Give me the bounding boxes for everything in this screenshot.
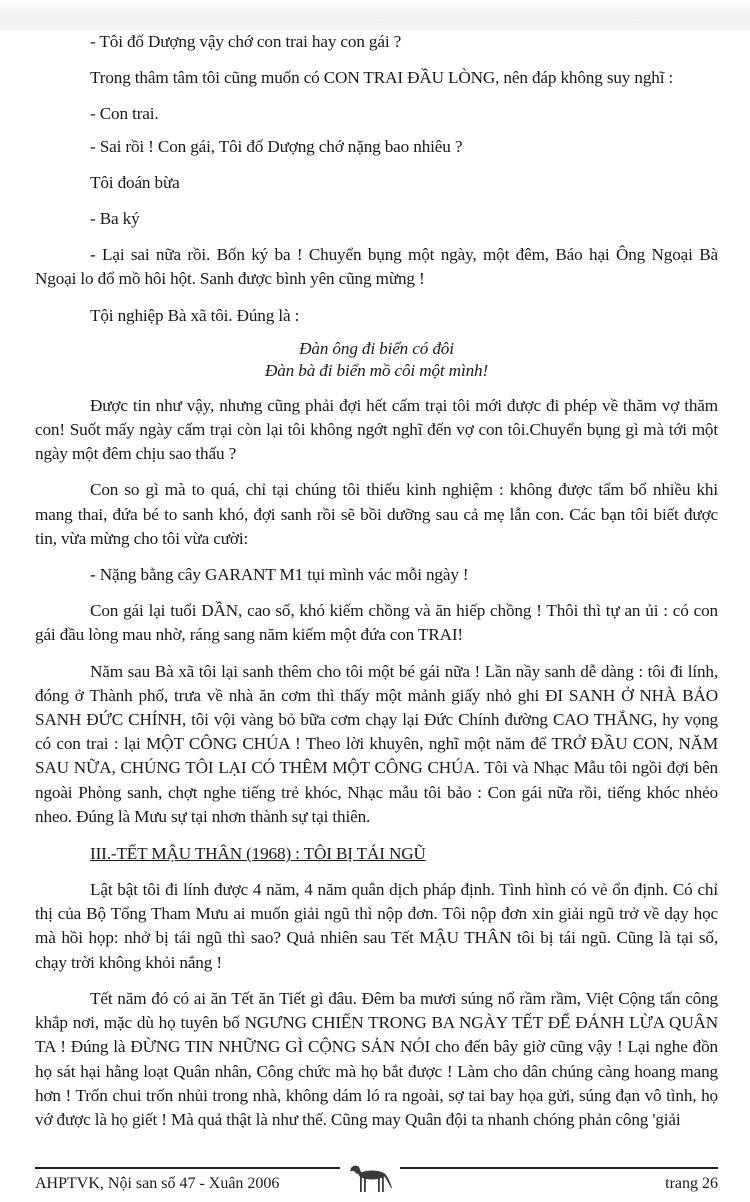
poem-line: Đàn ông đi biển có đôi	[299, 338, 454, 358]
paragraph: Tết năm đó có ai ăn Tết ăn Tiết gì đâu. Đêm ba mươi súng nổ rầm rầm, Việt Cộng tấn công khắp nơi, mặc dù họ tuyên bố NGƯNG CHIẾN TRONG BA NGÀY TẾT ĐỂ ĐÁNH LỪA QUÂN TA ! Đúng là ĐỪNG TIN NHỮNG GÌ CỘNG SẢN NÓI cho đến bây giờ cũng vậy ! Lại nghe đồn họ sát hại hằng loạt Quân nhân, Công chức mà họ bắt được ! Làm cho dân chúng càng hoang mang hơn ! Trốn chui trốn nhủi trong nhà, không dám ló ra ngoài, sợ tai bay họa gửi, súng đạn vô tình, họ vớ được là họ giết ! Mà quả thật là như thế. Cũng may Quân đội ta nhanh chóng phản công 'giải	[35, 988, 718, 1129]
paragraph: - Lại sai nữa rồi. Bốn ký ba ! Chuyển bụng một ngày, một đêm, Báo hại Ông Ngoại Bà Ngoại lo đổ mồ hôi hột. Sanh được bình yên cũng mừng !	[35, 245, 718, 289]
section-heading: III.-TẾT MẬU THÂN (1968) : TÔI BỊ TÁI NGŨ	[90, 844, 426, 864]
paragraph: - Sai rồi ! Con gái, Tôi đố Dượng chớ nặng bao nhiêu ?	[90, 136, 463, 156]
footer-publication: AHPTVK, Nội san số 47 - Xuân 2006	[35, 1175, 280, 1193]
paragraph: Tội nghiệp Bà xã tôi. Đúng là :	[90, 305, 300, 325]
paragraph: - Con trai.	[90, 104, 159, 124]
dog-icon	[345, 1162, 395, 1196]
paragraph: - Nặng bằng cây GARANT M1 tụi mình vác mỗi ngày !	[90, 565, 469, 585]
paragraph: Tôi đoán bừa	[90, 172, 180, 192]
poem	[35, 338, 718, 382]
paragraph: - Ba ký	[90, 209, 140, 229]
paragraph: Lật bật tôi đi lính được 4 năm, 4 năm quân dịch pháp định. Tình hình có vẻ ổn định. Có chỉ thị của Bộ Tổng Tham Mưu ai muốn giải ngũ thì nộp đơn. Tôi nộp đơn xin giải ngũ trở về dạy học mà hồi họp: nhở bị tái ngũ thì sao? Quả nhiên sau Tết MẬU THÂN tôi bị tái ngũ. Cũng là tại số, chạy trời không khỏi nắng !	[35, 880, 718, 972]
paragraph: Năm sau Bà xã tôi lại sanh thêm cho tôi một bé gái nữa ! Lần nầy sanh dễ dàng : tôi đi lính, đóng ở Thành phố, trưa về nhà ăn cơm thì thấy một mảnh giấy nhỏ ghi ĐI SANH Ở NHÀ BẢO SANH ĐỨC CHÍNH, tôi vội vàng bỏ bữa cơm chạy lại Đức Chính đường CAO THẮNG, hy vọng có con trai : lại MỘT CÔNG CHÚA ! Theo lời khuyên, nghĩ một năm để TRỞ ĐẦU CON, NĂM SAU NỮA, CHÚNG TÔI LẠI CÓ THÊM MỘT CÔNG CHÚA. Tôi và Nhạc Mẫu tôi ngồi đợi bên ngoài Phòng sanh, chợt nghe tiếng trẻ khóc, Nhạc mẫu tôi bảo : Con gái nữa rồi, tiếng khóc nhẻo nheo. Đúng là Mưu sự tại nhơn thành sự tại thiên.	[35, 661, 718, 826]
paragraph: - Tôi đố Dượng vậy chớ con trai hay con gái ?	[90, 32, 402, 51]
paragraph: Con gái lại tuổi DẦN, cao số, khó kiếm chồng và ăn hiếp chồng ! Thôi thì tự an ủi : có con gái đầu lòng mau nhờ, ráng sang năm kiếm một đứa con TRAI!	[35, 601, 718, 645]
footer-rule-right	[400, 1167, 718, 1169]
paragraph: Trong thâm tâm tôi cũng muốn có CON TRAI ĐẦU LÒNG, nên đáp không suy nghĩ :	[90, 68, 674, 88]
paragraph: Được tin như vậy, nhưng cũng phải đợi hết cấm trại tôi mới được đi phép về thăm vợ thăm con! Suốt mấy ngày cấm trại còn lại tôi không ngớt nghĩ đến vợ con tôi.Chuyển bụng gì mà tới một ngày một đêm chịu sao thấu ?	[35, 395, 718, 464]
footer-rule-left	[35, 1167, 340, 1169]
poem-line: Đàn bà đi biển mồ côi một mình!	[264, 360, 489, 380]
paragraph: Con so gì mà to quá, chỉ tại chúng tôi thiếu kinh nghiệm : không được tẩm bổ nhiều khi mang thai, đứa bé to sanh khó, đợi sanh rồi sẽ bồi dưỡng sau cả mẹ lẫn con. Các bạn tôi biết được tin, vừa mừng cho tôi vừa cười:	[35, 480, 718, 548]
page-footer	[35, 1162, 718, 1202]
page-number: trang 26	[665, 1175, 718, 1193]
page-body	[35, 30, 718, 1132]
